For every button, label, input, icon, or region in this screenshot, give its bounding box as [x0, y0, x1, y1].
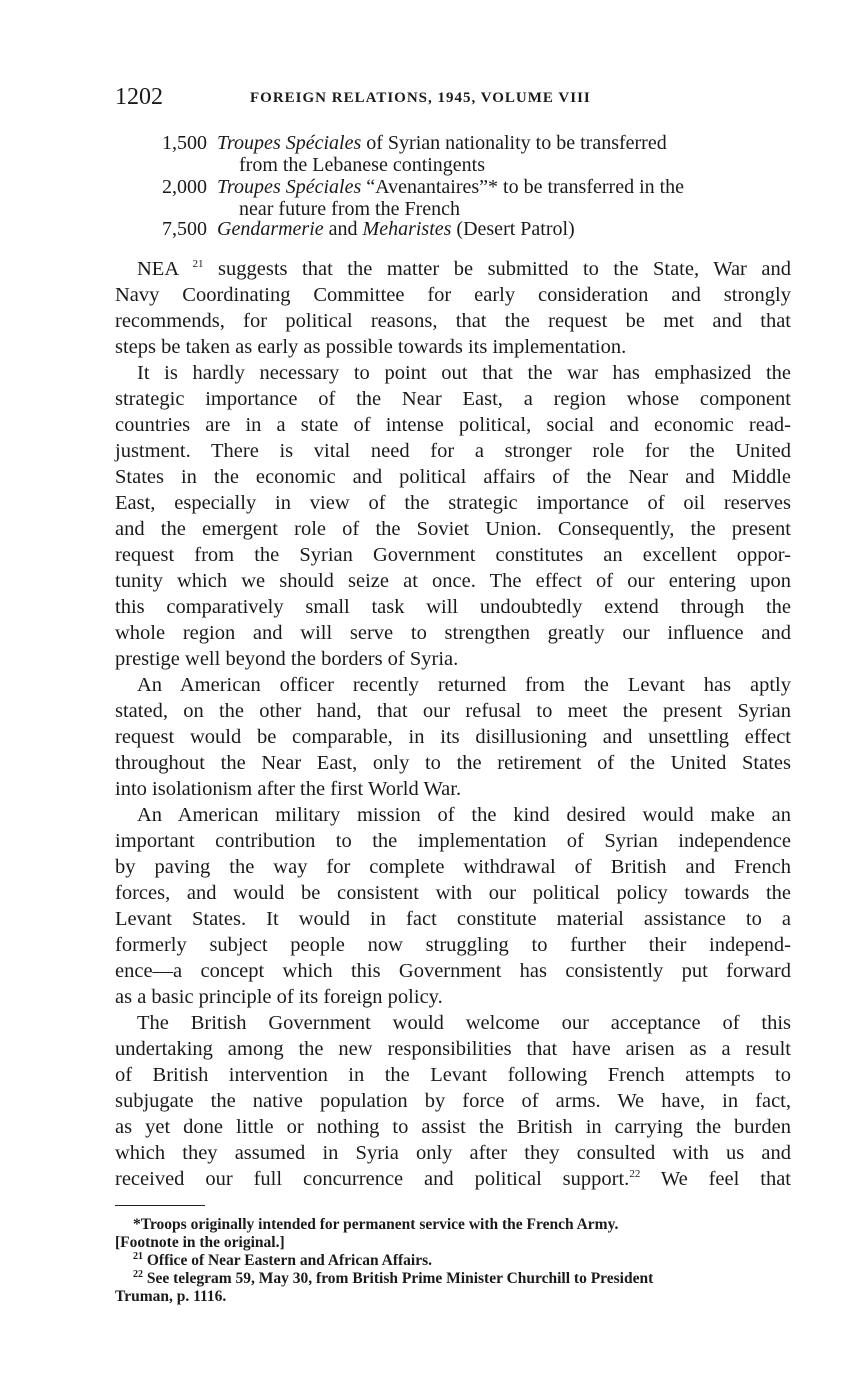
footnote-line [115, 1288, 791, 1306]
quota-text [217, 218, 795, 240]
paragraph [115, 802, 791, 1010]
text-line: as yet done little or nothing to assist the British in carrying the burden [115, 1116, 791, 1138]
text-line: strategic importance of the Near East, a region whose component [115, 388, 791, 410]
footnote-reference[interactable]: 21 [192, 258, 204, 271]
text-line: throughout the Near East, only to the retirement of the United States [115, 752, 791, 774]
footnote-line [115, 1270, 791, 1288]
text-line: undertaking among the new responsibilities that have arisen as a result [115, 1038, 791, 1060]
text-line: request from the Syrian Government constitutes an excellent oppor- [115, 544, 791, 566]
quota-continuation: from the Lebanese contingents [239, 154, 486, 176]
page-number: 1202 [115, 84, 163, 110]
quota-number: 1,500 [162, 132, 207, 154]
quota-number: 7,500 [162, 218, 207, 240]
footnote-text: See telegram 59, May 30, from British Prime Minister Churchill to President [146, 1270, 654, 1287]
text-line: Levant States. It would in fact constitute material assistance to a [115, 908, 791, 930]
text-line: tunity which we should seize at once. The effect of our entering upon [115, 570, 791, 592]
footnote-text: [Footnote in the original.] [115, 1234, 285, 1251]
quota-unit-name: Troupes Spéciales [217, 176, 362, 198]
running-head: FOREIGN RELATIONS, 1945, VOLUME VIII [250, 90, 591, 106]
text-line: as a basic principle of its foreign policy. [115, 986, 443, 1008]
text-line: by paving the way for complete withdrawal of British and French [115, 856, 791, 878]
text-line: stated, on the other hand, that our refusal to meet the present Syrian [115, 700, 791, 722]
footnote-reference[interactable]: 22 [629, 1168, 641, 1181]
text-line: ence—a concept which this Government has consistently put forward [115, 960, 791, 982]
footnote-line [115, 1252, 791, 1270]
text-line: into isolationism after the first World War. [115, 778, 462, 800]
text-line: whole region and will serve to strengthen greatly our influence and [115, 622, 791, 644]
quota-description: “Avenantaires”* to be transferred in the [361, 176, 685, 198]
text-line: States in the economic and political affairs of the Near and Middle [115, 466, 791, 488]
quota-description: (Desert Patrol) [451, 218, 575, 240]
text-line: important contribution to the implementation of Syrian independence [115, 830, 791, 852]
footnote-text: Truman, p. 1116. [115, 1288, 227, 1305]
footnote-text: Office of Near Eastern and African Affairs. [146, 1252, 432, 1269]
text-line: It is hardly necessary to point out that the war has emphasized the [137, 362, 791, 384]
quota-unit-name: Troupes Spéciales [217, 132, 362, 154]
paragraph [115, 1010, 791, 1192]
quota-text [217, 132, 795, 154]
paragraph [115, 256, 791, 360]
quota-continuation: near future from the French [239, 198, 461, 220]
footnote-line [115, 1216, 791, 1234]
footnotes [115, 1216, 791, 1306]
text-line: East, especially in view of the strategic importance of oil reserves [115, 492, 791, 514]
text-line: received our full concurrence and political support.$^{22}$ We feel that [115, 1168, 791, 1190]
footnote-line [115, 1234, 791, 1252]
paragraph [115, 672, 791, 802]
quota-conjunction: and [323, 218, 363, 240]
quota-unit-name: Gendarmerie [217, 218, 324, 240]
text-line: An American military mission of the kind desired would make an [137, 804, 791, 826]
text-line: recommends, for political reasons, that the request be met and that [115, 310, 791, 332]
quota-text [217, 176, 795, 198]
text-line: forces, and would be consistent with our political policy towards the [115, 882, 791, 904]
text-line: and the emergent role of the Soviet Union. Consequently, the present [115, 518, 791, 540]
footnote-rule [115, 1205, 205, 1206]
text-line: request would be comparable, in its disillusioning and unsettling effect [115, 726, 791, 748]
text-line: which they assumed in Syria only after they consulted with us and [115, 1142, 791, 1164]
text-line: of British intervention in the Levant following French attempts to [115, 1064, 791, 1086]
text-line: Navy Coordinating Committee for early consideration and strongly [115, 284, 791, 306]
quota-description: of Syrian nationality to be transferred [361, 132, 667, 154]
text-line: The British Government would welcome our acceptance of this [137, 1012, 791, 1034]
text-line: subjugate the native population by force of arms. We have, in fact, [115, 1090, 791, 1112]
text-line: justment. There is vital need for a stronger role for the United [115, 440, 791, 462]
text-line: formerly subject people now struggling to further their independ- [115, 934, 791, 956]
text-line: prestige well beyond the borders of Syria. [115, 648, 459, 670]
footnote-mark: 22 [133, 1268, 143, 1280]
footnote-mark: 21 [133, 1250, 143, 1262]
quota-number: 2,000 [162, 176, 207, 198]
page-header [115, 84, 795, 114]
text-line: An American officer recently returned from the Levant has aptly [137, 674, 791, 696]
paragraph [115, 360, 791, 672]
footnote-text: *Troops originally intended for permanent service with the French Army. [133, 1216, 619, 1233]
text-line: NEA $^{21}$ suggests that the matter be submitted to the State, War and [137, 258, 791, 280]
quota-unit-name: Meharistes [362, 218, 452, 240]
text-line: this comparatively small task will undoubtedly extend through the [115, 596, 791, 618]
text-line: steps be taken as early as possible towards its implementation. [115, 336, 627, 358]
text-line: countries are in a state of intense political, social and economic read- [115, 414, 791, 436]
